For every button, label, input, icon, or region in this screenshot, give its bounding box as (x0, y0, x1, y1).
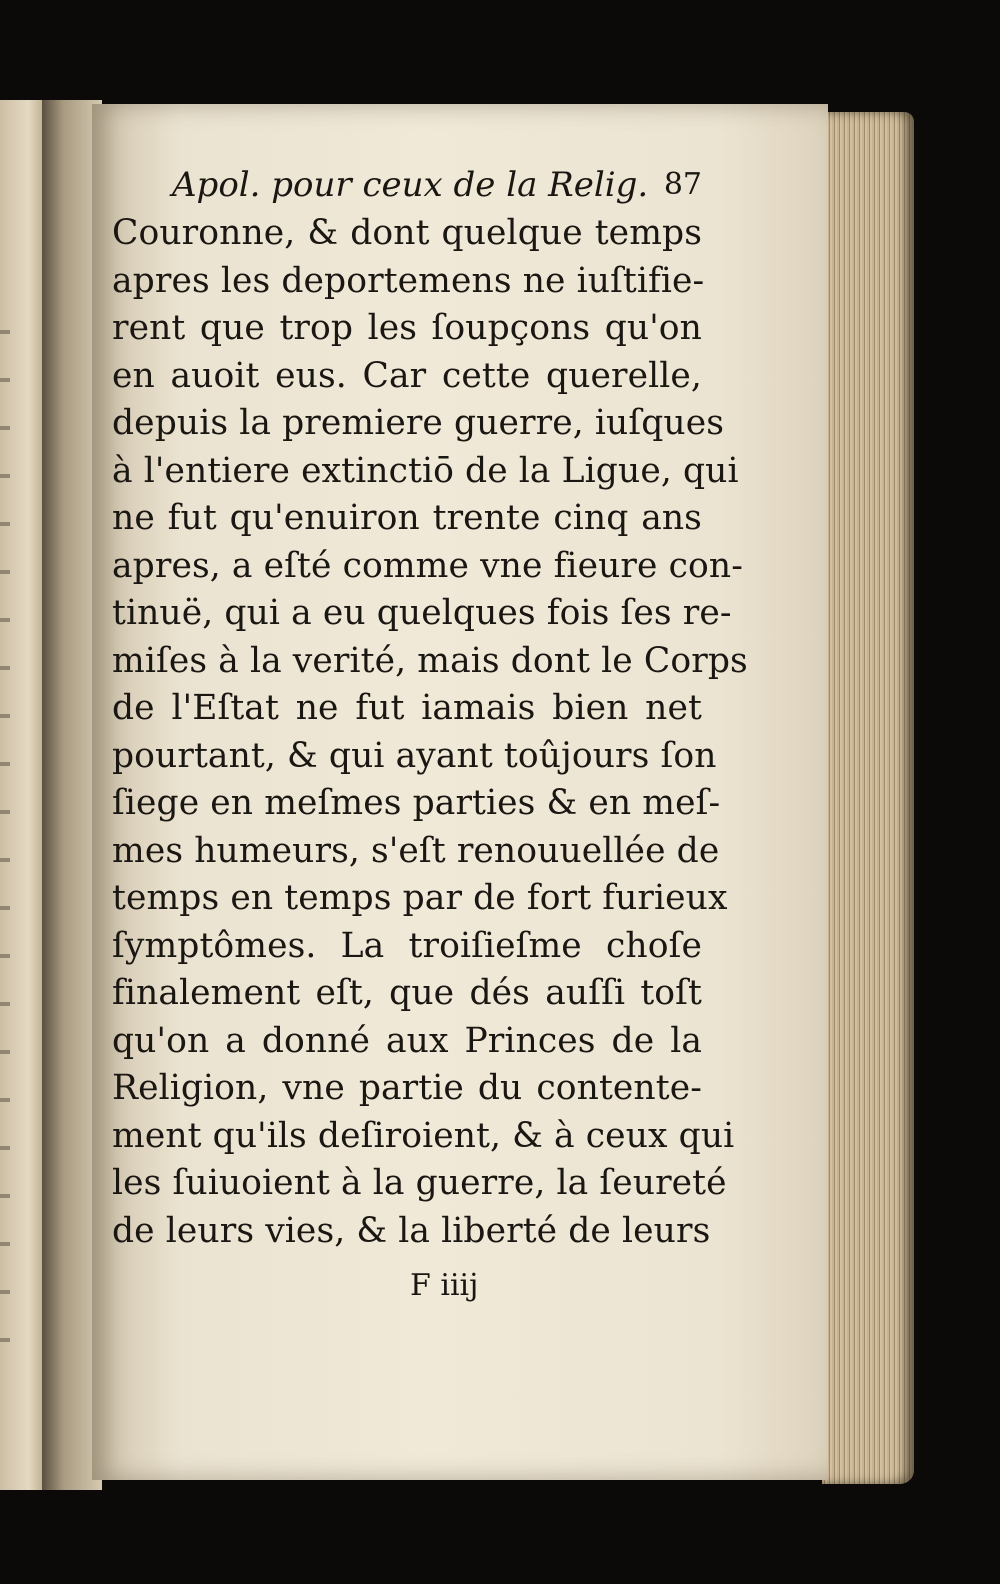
running-title: Apol. pour ceux de la Relig. (172, 165, 649, 205)
text-line: en auoit eus. Car cette querelle, (112, 355, 702, 396)
text-line: temps en temps par de fort furieux (112, 878, 728, 918)
text-line: Couronne, & dont quelque temps (112, 213, 702, 253)
text-line: mes humeurs, s'eſt renouuellée de (112, 830, 720, 871)
left-page-text-fragments (0, 330, 10, 1380)
text-line: les ſuiuoient à la guerre, la ſeureté (112, 1163, 727, 1203)
text-line: Religion, vne partie du contente- (112, 1068, 702, 1108)
page-number: 87 (663, 167, 702, 202)
text-line: ment qu'ils deſiroient, & à ceux qui (112, 1115, 735, 1156)
text-line: de leurs vies, & la liberté de leurs (112, 1210, 711, 1251)
signature-mark: F iiij (410, 1268, 479, 1303)
text-line: tinuë, qui a eu quelques fois ſes re- (112, 593, 732, 633)
text-line: rent que trop les ſoupçons qu'on (112, 308, 702, 348)
text-line: depuis la premiere guerre, iuſques (112, 403, 725, 443)
page-text-block (112, 160, 748, 1311)
text-line: à l'entiere extinctiō de la Ligue, qui (112, 450, 739, 491)
text-line: ſiege en meſmes parties & en meſ- (112, 783, 721, 823)
text-line: qu'on a donné aux Princes de la (112, 1020, 702, 1061)
text-line: de l'Eſtat ne fut iamais bien net (112, 688, 702, 728)
text-line: apres, a eſté comme vne fieure con- (112, 545, 743, 586)
text-line: ne fut qu'enuiron trente cinq ans (112, 498, 702, 538)
text-line: miſes à la verité, mais dont le Corps (112, 640, 748, 681)
text-line: apres les deportemens ne iuſtifie- (112, 260, 705, 301)
text-line: pourtant, & qui ayant toûjours ſon (112, 735, 717, 776)
page-header (172, 160, 702, 210)
page-footer (112, 1261, 702, 1311)
text-line: ſymptômes. La troiſieſme choſe (112, 925, 702, 966)
text-line: finalement eſt, que dés auſſi toſt (112, 973, 702, 1013)
page-fore-edge (822, 112, 914, 1484)
